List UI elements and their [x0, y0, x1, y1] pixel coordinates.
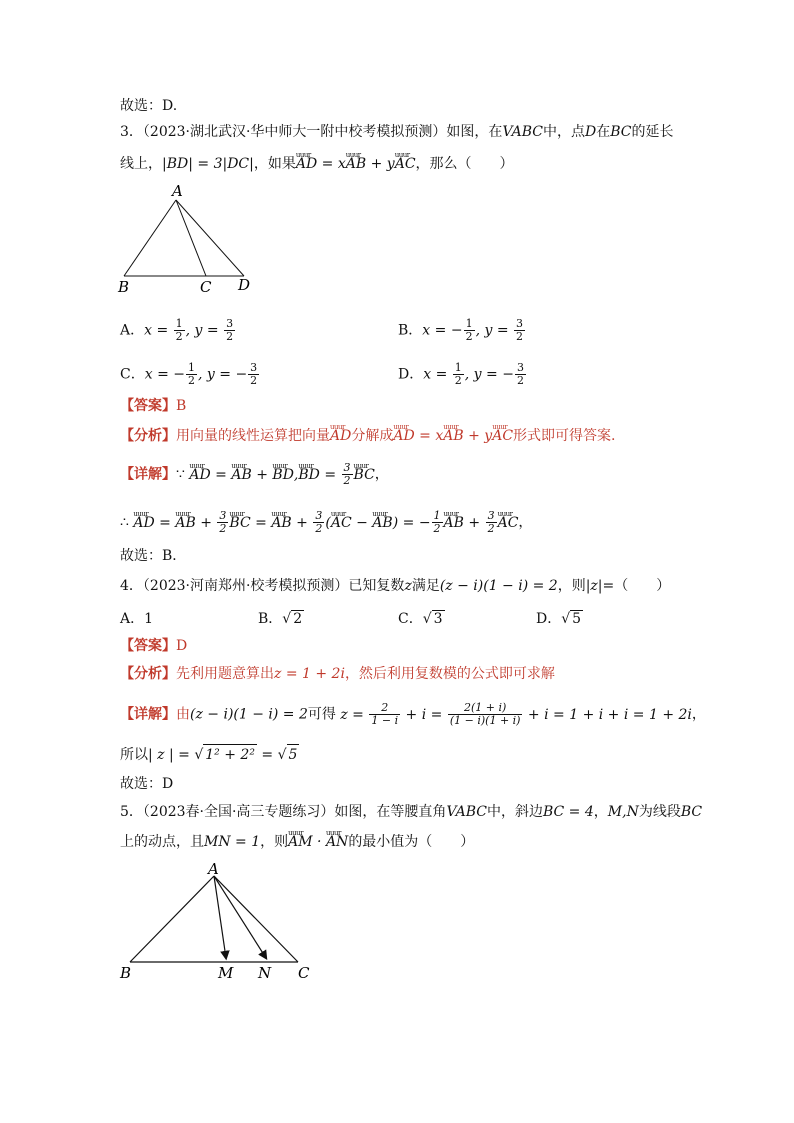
- analysis-4: 【分析】先利用题意算出z = 1 + 2i，然后利用复数模的公式即可求解: [120, 666, 555, 682]
- option-3-2[interactable]: C．x = − $\frac{1}{2}$ , y = − $\frac{3}{2}$: [120, 361, 258, 387]
- option-3-0[interactable]: A．x = $\frac{1}{2}$ , y = $\frac{3}{2}$: [120, 317, 234, 343]
- label-B: B: [120, 964, 132, 982]
- detail-4: 【详解】由(z − i)(1 − i) = 2可得 z = $\frac{2}{1 - i}$ + i = $\frac{2(1 + i)}{(1 - i)(1 + i)}$ + i = 1 + i + i = 1 + 2i，: [120, 701, 706, 727]
- triangle-figure-2: [114, 858, 324, 988]
- option-4-1[interactable]: B．√ 2: [258, 611, 303, 627]
- label-B: B: [118, 278, 130, 294]
- label-A: A: [208, 860, 219, 878]
- question-4: 4．（2023·河南郑州·校考模拟预测）已知复数z满足(z − i)(1 − i) = 2，则|z|=（ ）: [120, 578, 671, 594]
- label-A: A: [172, 182, 183, 200]
- conclusion-3: 故选：B．: [120, 548, 187, 564]
- detail-3-line-2: ∴ uuur AD = uuur AB + $\frac{3}{2}$ uuur BC = uuur AB + $\frac{3}{2}$ (uuur AC − uuur AB) = − $\frac{1}{2}$ uuur AB + $\frac{3}{2}$ uuur AC，: [120, 510, 532, 535]
- label-D: D: [238, 276, 251, 294]
- option-4-3[interactable]: D．√ 5: [536, 611, 582, 627]
- label-M: M: [218, 964, 234, 982]
- conclusion-4: 故选：D: [120, 776, 174, 792]
- question-3-line-1: 3．（2023·湖北武汉·华中师大一附中校考模拟预测）如图，在VABC中，点D在BC的延长: [120, 124, 674, 140]
- label-C: C: [298, 964, 310, 982]
- analysis-3: 【分析】用向量的线性运算把向量uuur AD分解成uuur AD = xuuur AB + yuuur AC形式即可得答案.: [120, 426, 615, 446]
- detail-3-line-1: 【详解】∵ uuur AD = uuur AB + uuur BD,uuur BD = $\frac{3}{2}$ uuur BC，: [120, 462, 389, 487]
- answer-4: 【答案】D: [120, 638, 188, 654]
- question-5-line-1: 5．（2023春·全国·高三专题练习）如图，在等腰直角VABC中，斜边BC = 4，M,N为线段BC: [120, 804, 703, 820]
- option-4-0[interactable]: A．1: [120, 611, 154, 627]
- question-3-line-2: 线上，|BD| = 3|DC|，如果uuur AD = xuuur AB + yuuur AC，那么（ ）: [120, 154, 514, 174]
- question-5-line-2: 上的动点，且MN = 1，则uuur AM · uuur AN的最小值为（ ）: [120, 832, 474, 852]
- option-4-2[interactable]: C．√ 3: [398, 611, 443, 627]
- option-3-1[interactable]: B．x = − $\frac{1}{2}$ , y = $\frac{3}{2}$: [398, 317, 524, 343]
- answer-3: 【答案】B: [120, 398, 187, 414]
- so-4: 所以| z | = √ 1² + 2² = √ 5: [120, 744, 299, 765]
- conclusion-prev: 故选：D.: [120, 98, 178, 114]
- label-N: N: [258, 964, 272, 982]
- option-3-3[interactable]: D．x = $\frac{1}{2}$ , y = − $\frac{3}{2}$: [398, 361, 524, 387]
- triangle-figure-1: [112, 182, 262, 294]
- label-C: C: [200, 278, 212, 294]
